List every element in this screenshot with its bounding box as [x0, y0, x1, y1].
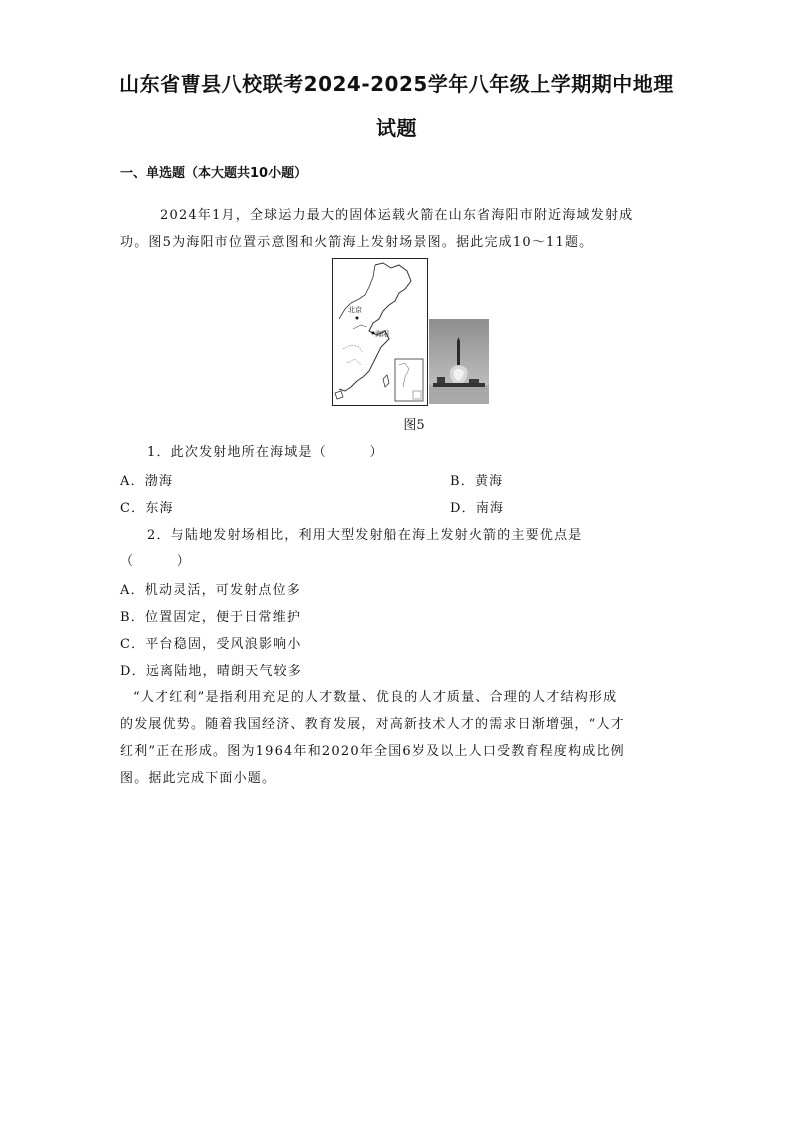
question-1-stem: 1．此次发射地所在海域是（ ）	[147, 445, 384, 460]
intro-paragraph-1	[120, 202, 680, 256]
intro-2-line-2: 的发展优势。随着我国经济、教育发展，对高新技术人才的需求日渐增强，“人才	[120, 717, 625, 732]
question-2-option-a: A．机动灵活，可发射点位多	[120, 583, 301, 598]
question-2-option-c: C．平台稳固，受风浪影响小	[120, 637, 302, 652]
section-heading: 一、单选题（本大题共10小题）	[120, 166, 308, 181]
intro-2-line-3: 红利”正在形成。图为1964年和2020年全国6岁及以上人口受教育程度构成比例	[120, 744, 625, 759]
question-2-option-b: B．位置固定，便于日常维护	[120, 610, 302, 625]
map-label-haiyang: 海阳	[375, 330, 389, 338]
question-2-option-d: D．远离陆地，晴朗天气较多	[120, 664, 303, 679]
intro-2-line-1: “人才红利”是指利用充足的人才数量、优良的人才质量、合理的人才结构形成	[133, 690, 618, 705]
question-1-option-c: C．东海	[120, 501, 174, 516]
rocket-sea-launch-image	[429, 319, 489, 404]
document-title-line-1: 山东省曹县八校联考2024-2025学年八年级上学期期中地理	[119, 72, 674, 96]
intro-1-line-1: 2024年1月，全球运力最大的固体运载火箭在山东省海阳市附近海域发射成	[160, 208, 634, 223]
map-label-beijing: 北京	[348, 306, 362, 314]
sea-launch-photo	[429, 319, 489, 404]
question-2-stem-line-1: 2．与陆地发射场相比，利用大型发射船在海上发射火箭的主要优点是	[147, 528, 583, 543]
question-1-option-b: B．黄海	[450, 474, 504, 489]
intro-1-line-2: 功。图5为海阳市位置示意图和火箭海上发射场景图。据此完成10～11题。	[120, 235, 594, 250]
question-1-option-d: D．南海	[450, 501, 505, 516]
document-title-line-2: 试题	[376, 116, 417, 140]
question-2-stem-line-2: （ ）	[120, 554, 192, 569]
haiyang-location-map	[332, 258, 428, 406]
figure-caption: 图5	[403, 418, 425, 433]
intro-paragraph-2	[120, 684, 680, 792]
question-1-option-a: A．渤海	[120, 474, 174, 489]
intro-2-line-4: 图。据此完成下面小题。	[120, 771, 277, 786]
